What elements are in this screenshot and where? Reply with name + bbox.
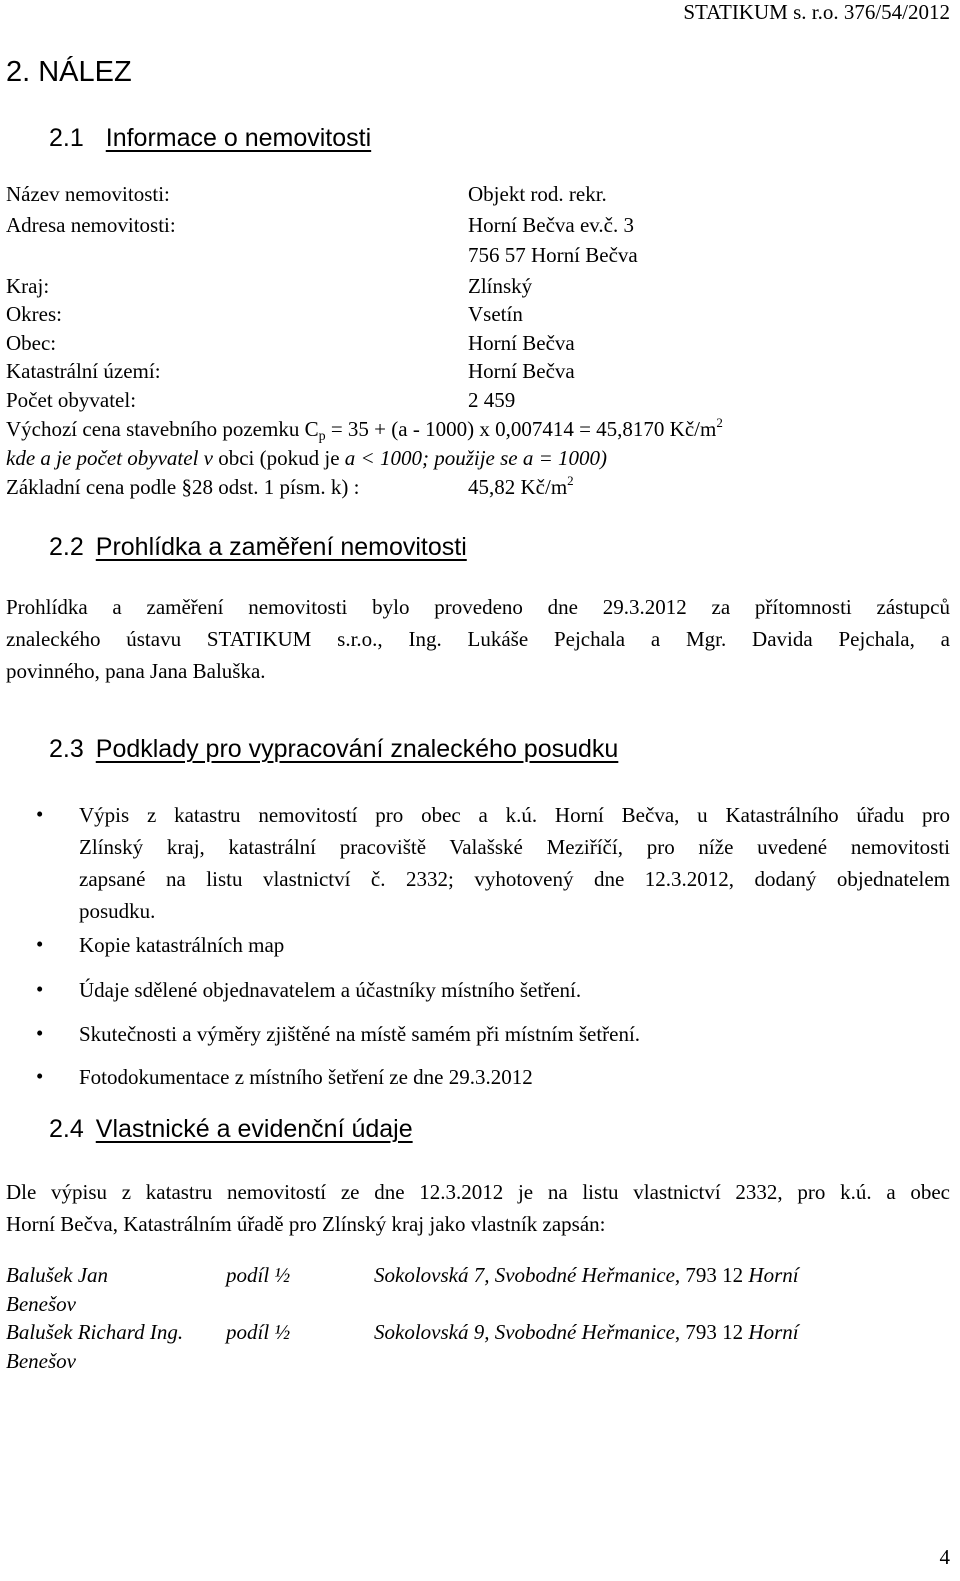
bullet-icon: • <box>36 977 44 1001</box>
list-item <box>79 799 950 927</box>
basic-price-amount: 45,82 Kč/m <box>468 475 568 499</box>
bullet-icon: • <box>36 802 44 826</box>
owner-city: Horní <box>748 1263 799 1287</box>
paragraph-line: povinného, pana Jana Baluška. <box>6 659 266 683</box>
inspection-paragraph <box>6 591 950 687</box>
basic-price-label: Základní cena podle §28 odst. 1 písm. k) : <box>6 475 360 499</box>
paragraph-line: Prohlídka a zaměření nemovitosti bylo provedeno dne 29.3.2012 za přítomnosti zástupců <box>6 595 950 619</box>
owner-street: Sokolovská 9, Svobodné Heřmanice <box>374 1320 675 1344</box>
owner-name: Balušek Richard Ing. <box>6 1320 184 1344</box>
header-company: STATIKUM s. r.o. 376/54/2012 <box>683 0 950 24</box>
section-heading-2-1 <box>49 124 371 153</box>
list-item-line: zapsané na listu vlastnictví č. 2332; vyhotovený dne 12.3.2012, dodaný objednatelem <box>79 867 950 891</box>
owner-address <box>374 1263 799 1288</box>
basic-price-superscript: 2 <box>567 473 574 488</box>
owner-share: podíl ½ <box>226 1320 291 1344</box>
list-item: Skutečnosti a výměry zjištěné na místě samém při místním šetření. <box>79 1022 641 1046</box>
info-label: Obec: <box>6 331 57 355</box>
owner-share: podíl ½ <box>226 1263 291 1287</box>
list-item-line: posudku. <box>79 899 156 923</box>
section-title: Podklady pro vypracování znaleckého posudku <box>95 735 619 763</box>
list-item-line: Výpis z katastru nemovitostí pro obec a k.ú. Horní Bečva, u Katastrálního úřadu pro <box>79 803 950 827</box>
note-italic-condition: a < 1000; použije se a = 1000) <box>344 446 608 470</box>
owner-name: Balušek Jan <box>6 1263 109 1287</box>
section-number: 2.3 <box>49 735 84 763</box>
section-number: 2.4 <box>49 1115 84 1143</box>
page-number: 4 <box>939 1545 950 1569</box>
section-title: Vlastnické a evidenční údaje <box>95 1115 413 1143</box>
list-item: Fotodokumentace z místního šetření ze dne 29.3.2012 <box>79 1065 533 1089</box>
info-label: Okres: <box>6 302 62 326</box>
owner-zip: 793 12 <box>685 1263 744 1287</box>
list-item: Kopie katastrálních map <box>79 933 285 957</box>
info-value: 756 57 Horní Bečva <box>468 243 638 267</box>
paragraph-line: Horní Bečva, Katastrálním úřadě pro Zlínský kraj jako vlastník zapsán: <box>6 1212 606 1236</box>
basic-price-value <box>468 475 574 500</box>
formula-expression: = 35 + (a - 1000) x 0,007414 = 45,8170 Kč/m <box>325 417 717 441</box>
owner-address <box>374 1320 799 1345</box>
list-item: Údaje sdělené objednavatelem a účastníky místního šetření. <box>79 978 582 1002</box>
formula-superscript: 2 <box>716 415 723 430</box>
info-value: Horní Bečva ev.č. 3 <box>468 213 634 237</box>
info-value: Horní Bečva <box>468 359 575 383</box>
info-label: Kraj: <box>6 274 50 298</box>
note-italic: kde a je počet obyvatel v <box>6 446 219 470</box>
paragraph-line: Dle výpisu z katastru nemovitostí ze dne 12.3.2012 je na listu vlastnictví 2332, pro k.ú. a obec <box>6 1180 950 1204</box>
info-value: Objekt rod. rekr. <box>468 182 607 206</box>
section-heading-2-2 <box>49 533 467 562</box>
info-value: 2 459 <box>468 388 516 412</box>
info-value: Vsetín <box>468 302 523 326</box>
section-heading-2-4 <box>49 1115 413 1144</box>
owner-city: Horní <box>748 1320 799 1344</box>
info-label: Počet obyvatel: <box>6 388 137 412</box>
base-price-formula <box>6 417 723 442</box>
info-label: Katastrální území: <box>6 359 161 383</box>
bullet-icon: • <box>36 1021 44 1045</box>
owner-zip: , 793 12 <box>674 1320 744 1344</box>
note-text: obci (pokud je <box>218 446 345 470</box>
bullet-icon: • <box>36 1064 44 1088</box>
paragraph-line: znaleckého ústavu STATIKUM s.r.o., Ing. Lukáše Pejchala a Mgr. Davida Pejchala, a <box>6 627 950 651</box>
population-note <box>6 446 607 471</box>
info-value: Horní Bečva <box>468 331 575 355</box>
section-number: 2.1 <box>49 124 84 152</box>
owner-city-continuation: Benešov <box>6 1349 76 1373</box>
bullet-icon: • <box>36 932 44 956</box>
section-heading-2-3 <box>49 735 618 764</box>
section-title: Prohlídka a zaměření nemovitosti <box>95 533 467 561</box>
formula-subscript: p <box>318 429 326 444</box>
section-title: Informace o nemovitosti <box>105 124 372 152</box>
owner-street: Sokolovská 7, Svobodné Heřmanice, <box>374 1263 681 1287</box>
formula-text: Výchozí cena stavebního pozemku C <box>6 417 319 441</box>
info-label: Název nemovitosti: <box>6 182 170 206</box>
info-label: Adresa nemovitosti: <box>6 213 176 237</box>
owner-city-continuation: Benešov <box>6 1292 76 1316</box>
list-item-line: Zlínský kraj, katastrální pracoviště Valašské Meziříčí, pro níže uvedené nemovitosti <box>79 835 950 859</box>
section-number: 2.2 <box>49 533 84 561</box>
info-value: Zlínský <box>468 274 533 298</box>
chapter-title: 2. NÁLEZ <box>6 56 132 88</box>
ownership-paragraph <box>6 1176 950 1240</box>
